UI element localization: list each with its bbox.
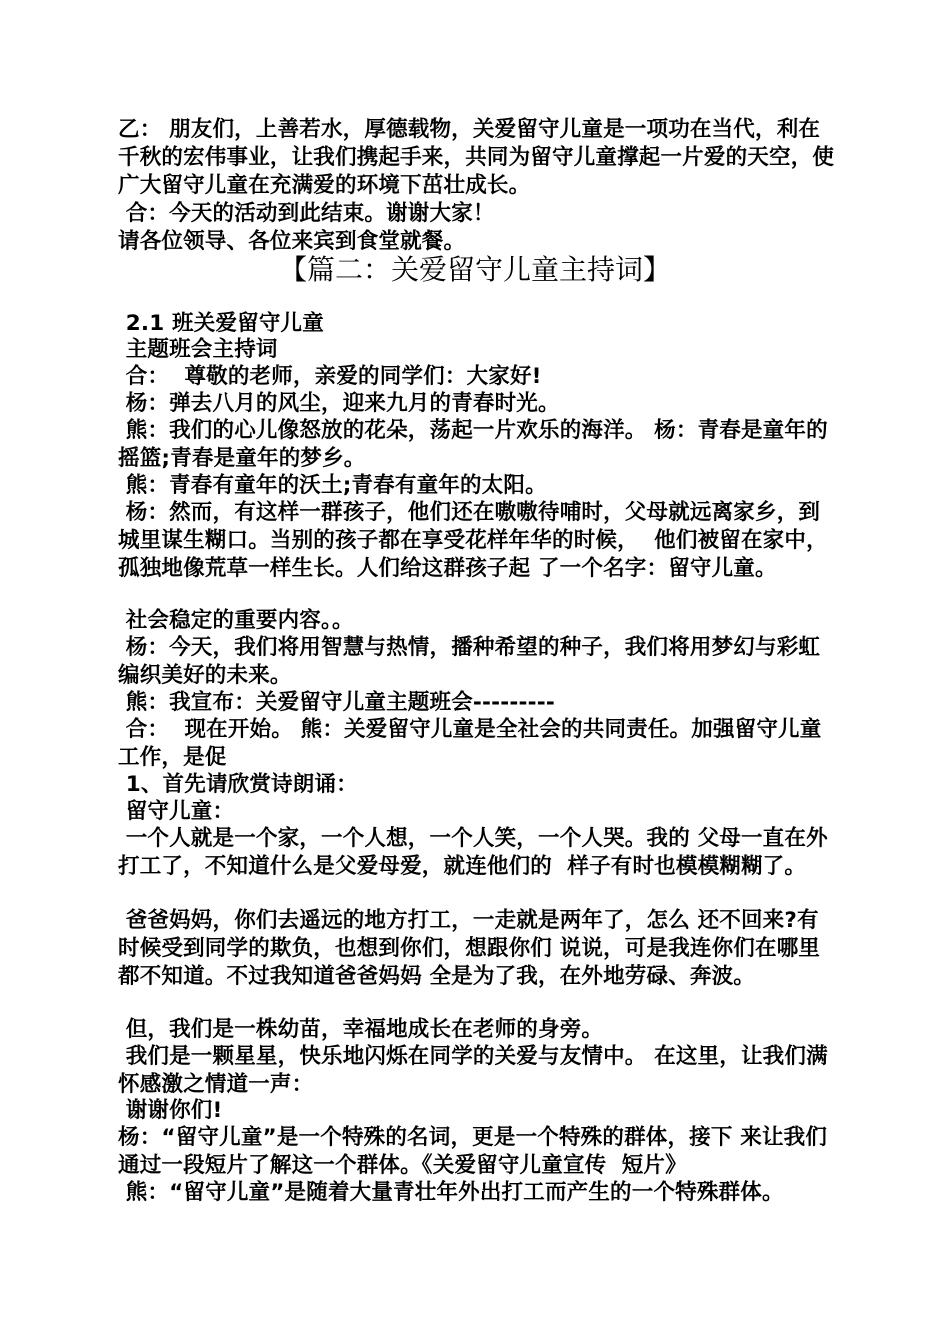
section-heading: 【篇二：关爱留守儿童主持词】 xyxy=(278,253,671,286)
closing-paragraph-yi: 乙： 朋友们，上善若水，厚德载物，关爱留守儿童是一项功在当代，利在千秋的宏伟事业，让我们携起手来，共同为留守儿童撑起一片爱的天空，使广大留守儿童在充满爱的环境下茁壮成长。 xyxy=(118,117,835,198)
dialogue-line: 社会稳定的重要内容。。 xyxy=(118,608,354,633)
dialogue-line: 杨：弹去八月的风尘，迎来九月的青春时光。 xyxy=(118,391,560,416)
dining-invitation: 请各位领导、各位来宾到食堂就餐。 xyxy=(118,229,466,254)
subtitle: 主题班会主持词 xyxy=(118,337,278,362)
dialogue-line: 熊：我宣布：关爱留守儿童主题班会--------- xyxy=(118,690,555,715)
dialogue-line: 熊：“留守儿童”是随着大量青壮年外出打工而产生的一个特殊群体。 xyxy=(118,1180,784,1205)
dialogue-line: 杨：“留守儿童”是一个特殊的名词，更是一个特殊的群体，接下 来让我们通过一段短片了解这一个群体。《关爱留守儿童宣传 短片》 xyxy=(118,1125,828,1178)
dialogue-line: 熊：青春有童年的沃土;青春有童年的太阳。 xyxy=(118,473,547,498)
dialogue-line: 熊：我们的心儿像怒放的花朵，荡起一片欢乐的海洋。 杨：青春是童年的摇篮;青春是童年的梦乡。 xyxy=(118,418,828,471)
poem-stanza: 我们是一颗星星，快乐地闪烁在同学的关爱与友情中。 在这里，让我们满怀感激之情道一声： xyxy=(118,1044,828,1097)
dialogue-line: 杨：然而，有这样一群孩子，他们还在嗷嗷待哺时，父母就远离家乡，到城里谋生糊口。当别的孩子都在享受花样年华的时候， 他们被留在家中，孤独地像荒草一样生长。人们给这群孩子起 了一个名字：留守儿童。 xyxy=(118,500,828,581)
dialogue-line: 杨：今天，我们将用智慧与热情，播种希望的种子，我们将用梦幻与彩虹编织美好的未来。 xyxy=(118,635,821,688)
closing-line-he: 合：今天的活动到此结束。谢谢大家！ xyxy=(118,201,495,226)
poem-stanza: 一个人就是一个家，一个人想，一个人笑，一个人哭。我的 父母一直在外打工了，不知道什么是父爱母爱，就连他们的 样子有时也模模糊糊了。 xyxy=(118,826,828,879)
poem-stanza: 谢谢你们! xyxy=(118,1098,223,1123)
class-title: 2.1 班关爱留守儿童 xyxy=(118,311,324,336)
dialogue-line: 合： 尊敬的老师，亲爱的同学们：大家好! xyxy=(118,364,542,389)
poem-intro: 1、首先请欣赏诗朗诵： xyxy=(118,772,358,797)
poem-stanza: 但，我们是一株幼苗，幸福地成长在老师的身旁。 xyxy=(118,1017,604,1042)
dialogue-line: 合： 现在开始。 熊：关爱留守儿童是全社会的共同责任。加强留守儿童工作，是促 xyxy=(118,717,822,770)
poem-stanza: 爸爸妈妈，你们去遥远的地方打工，一走就是两年了，怎么 还不回来?有时候受到同学的欺负，也想到你们，想跟你们 说说，可是我连你们在哪里都不知道。不过我知道爸爸妈妈 全是为了我，在外地劳碌、奔波。 xyxy=(118,908,821,989)
poem-title: 留守儿童： xyxy=(118,799,235,824)
